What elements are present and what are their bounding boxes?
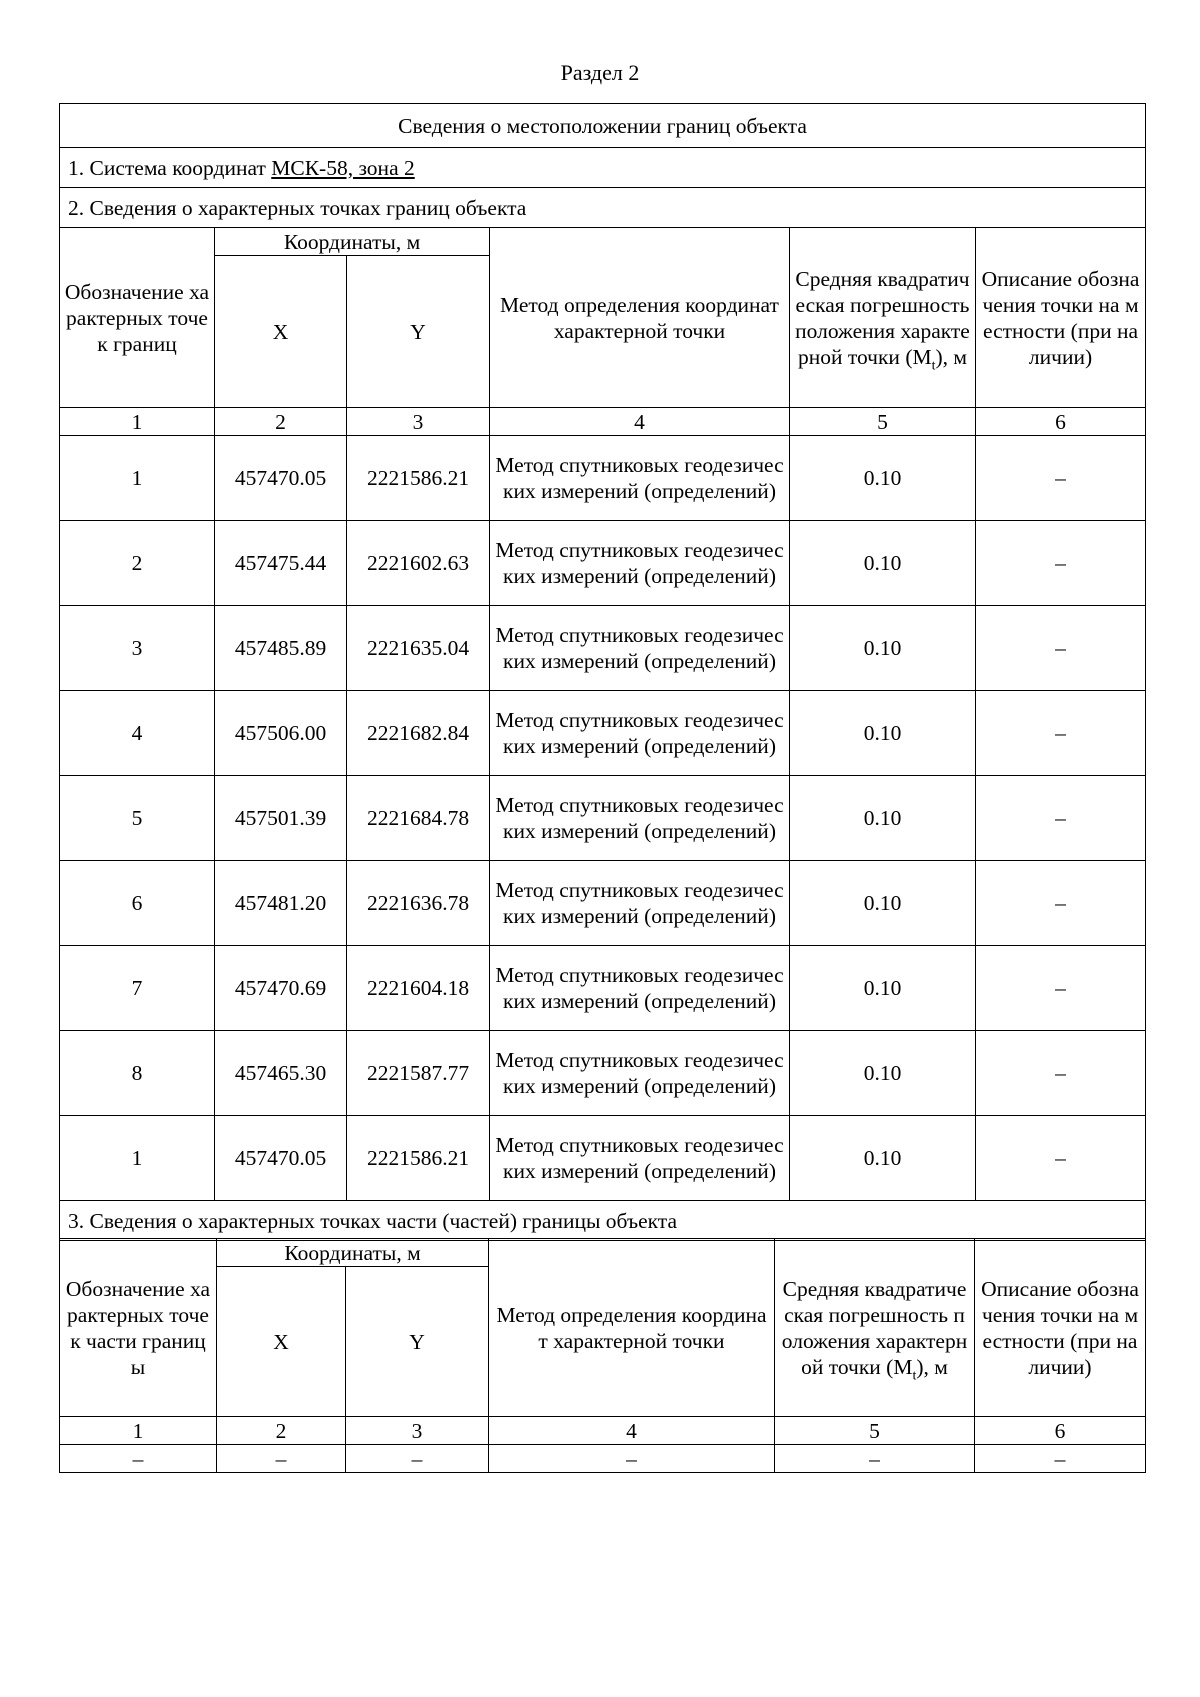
part-header-y: Y bbox=[346, 1267, 489, 1417]
boundary-point-cell-error: 0.10 bbox=[790, 1031, 976, 1116]
boundary-point-cell-x: 457465.30 bbox=[215, 1031, 347, 1116]
boundary-column-number: 5 bbox=[790, 408, 976, 436]
part-column-number: 3 bbox=[346, 1417, 489, 1445]
boundary-point-cell-method: Метод спутниковых геодезических измерений (определений) bbox=[490, 776, 790, 861]
boundary-point-row bbox=[60, 946, 1146, 1031]
boundary-point-cell-description: – bbox=[976, 691, 1146, 776]
boundary-point-cell-x: 457470.69 bbox=[215, 946, 347, 1031]
boundary-point-cell-point: 6 bbox=[60, 861, 215, 946]
boundary-point-cell-method: Метод спутниковых геодезических измерений (определений) bbox=[490, 521, 790, 606]
part-header-description: Описание обозначения точки на местности (при наличии) bbox=[975, 1239, 1146, 1417]
part-header-coordinates: Координаты, м bbox=[217, 1239, 489, 1267]
boundary-column-number: 1 bbox=[60, 408, 215, 436]
part-point-cell-description: – bbox=[975, 1445, 1146, 1473]
boundary-point-row bbox=[60, 1116, 1146, 1201]
boundary-point-cell-x: 457485.89 bbox=[215, 606, 347, 691]
boundary-point-cell-x: 457475.44 bbox=[215, 521, 347, 606]
part-column-number: 1 bbox=[60, 1417, 217, 1445]
table-title: Сведения о местоположении границ объекта bbox=[60, 104, 1146, 148]
boundary-column-number: 6 bbox=[976, 408, 1146, 436]
boundary-point-cell-y: 2221604.18 bbox=[347, 946, 490, 1031]
part-heading: 3. Сведения о характерных точках части (частей) границы объекта bbox=[60, 1201, 1146, 1241]
boundary-point-cell-error: 0.10 bbox=[790, 436, 976, 521]
boundary-point-cell-method: Метод спутниковых геодезических измерений (определений) bbox=[490, 606, 790, 691]
boundary-point-cell-point: 7 bbox=[60, 946, 215, 1031]
boundary-point-cell-point: 5 bbox=[60, 776, 215, 861]
part-column-numbers-row bbox=[60, 1417, 1146, 1445]
part-point-row bbox=[60, 1445, 1146, 1473]
header-y: Y bbox=[347, 256, 490, 408]
boundary-point-cell-method: Метод спутниковых геодезических измерений (определений) bbox=[490, 946, 790, 1031]
header-x: X bbox=[215, 256, 347, 408]
boundary-point-cell-x: 457501.39 bbox=[215, 776, 347, 861]
boundary-point-cell-y: 2221586.21 bbox=[347, 436, 490, 521]
boundary-point-cell-x: 457470.05 bbox=[215, 1116, 347, 1201]
part-header-error: Средняя квадратическая погрешность положения характерной точки $(M_t)$, м bbox=[775, 1239, 975, 1417]
boundary-point-cell-point: 1 bbox=[60, 436, 215, 521]
boundary-point-cell-y: 2221635.04 bbox=[347, 606, 490, 691]
boundary-point-cell-y: 2221602.63 bbox=[347, 521, 490, 606]
boundary-point-cell-error: 0.10 bbox=[790, 946, 976, 1031]
boundary-point-cell-description: – bbox=[976, 606, 1146, 691]
part-point-cell-error: – bbox=[775, 1445, 975, 1473]
boundary-point-cell-x: 457470.05 bbox=[215, 436, 347, 521]
coord-system-row bbox=[60, 148, 1146, 188]
boundary-point-cell-x: 457481.20 bbox=[215, 861, 347, 946]
boundary-point-cell-point: 4 bbox=[60, 691, 215, 776]
header-designation: Обозначение характерных точек границ bbox=[60, 228, 215, 408]
part-column-number: 2 bbox=[217, 1417, 346, 1445]
boundary-point-cell-y: 2221587.77 bbox=[347, 1031, 490, 1116]
boundary-point-cell-description: – bbox=[976, 861, 1146, 946]
boundary-point-cell-error: 0.10 bbox=[790, 521, 976, 606]
boundary-point-cell-method: Метод спутниковых геодезических измерений (определений) bbox=[490, 861, 790, 946]
part-header-x: X bbox=[217, 1267, 346, 1417]
boundary-table bbox=[59, 103, 1146, 1241]
boundary-point-cell-description: – bbox=[976, 1031, 1146, 1116]
boundary-point-cell-y: 2221636.78 bbox=[347, 861, 490, 946]
boundary-point-cell-error: 0.10 bbox=[790, 691, 976, 776]
boundary-point-cell-error: 0.10 bbox=[790, 606, 976, 691]
boundary-point-cell-error: 0.10 bbox=[790, 776, 976, 861]
column-numbers-row bbox=[60, 408, 1146, 436]
boundary-heading: 2. Сведения о характерных точках границ объекта bbox=[60, 188, 1146, 228]
boundary-point-row bbox=[60, 1031, 1146, 1116]
boundary-point-cell-point: 2 bbox=[60, 521, 215, 606]
boundary-column-number: 4 bbox=[490, 408, 790, 436]
boundary-point-row bbox=[60, 606, 1146, 691]
boundary-point-cell-description: – bbox=[976, 436, 1146, 521]
part-header-designation: Обозначение характерных точек части границы bbox=[60, 1239, 217, 1417]
boundary-point-cell-x: 457506.00 bbox=[215, 691, 347, 776]
header-method: Метод определения координат характерной точки bbox=[490, 228, 790, 408]
boundary-point-cell-point: 1 bbox=[60, 1116, 215, 1201]
header-error: Средняя квадратическая погрешность положения характерной точки $(M_t)$, м bbox=[790, 228, 976, 408]
boundary-point-row bbox=[60, 436, 1146, 521]
boundary-point-cell-method: Метод спутниковых геодезических измерений (определений) bbox=[490, 691, 790, 776]
boundary-point-cell-point: 8 bbox=[60, 1031, 215, 1116]
part-point-cell-method: – bbox=[489, 1445, 775, 1473]
boundary-point-cell-y: 2221586.21 bbox=[347, 1116, 490, 1201]
boundary-point-row bbox=[60, 521, 1146, 606]
boundary-column-number: 3 bbox=[347, 408, 490, 436]
boundary-point-cell-description: – bbox=[976, 521, 1146, 606]
section-title: Раздел 2 bbox=[560, 60, 640, 85]
header-description: Описание обозначения точки на местности (при наличии) bbox=[976, 228, 1146, 408]
boundary-point-cell-y: 2221682.84 bbox=[347, 691, 490, 776]
boundary-point-cell-description: – bbox=[976, 1116, 1146, 1201]
boundary-point-cell-description: – bbox=[976, 776, 1146, 861]
boundary-point-cell-y: 2221684.78 bbox=[347, 776, 490, 861]
coord-system-prefix: 1. Система координат bbox=[68, 155, 272, 180]
boundary-point-cell-method: Метод спутниковых геодезических измерений (определений) bbox=[490, 1116, 790, 1201]
coord-system-value: МСК-58, зона 2 bbox=[271, 155, 415, 180]
part-column-number: 4 bbox=[489, 1417, 775, 1445]
boundary-point-row bbox=[60, 776, 1146, 861]
part-column-number: 6 bbox=[975, 1417, 1146, 1445]
boundary-point-cell-method: Метод спутниковых геодезических измерений (определений) bbox=[490, 1031, 790, 1116]
boundary-point-cell-description: – bbox=[976, 946, 1146, 1031]
part-point-cell-x: – bbox=[217, 1445, 346, 1473]
boundary-point-row bbox=[60, 691, 1146, 776]
header-coordinates: Координаты, м bbox=[215, 228, 490, 256]
part-point-cell-point: – bbox=[60, 1445, 217, 1473]
boundary-point-row bbox=[60, 861, 1146, 946]
part-point-cell-y: – bbox=[346, 1445, 489, 1473]
boundary-point-cell-error: 0.10 bbox=[790, 1116, 976, 1201]
part-column-number: 5 bbox=[775, 1417, 975, 1445]
part-header-method: Метод определения координат характерной точки bbox=[489, 1239, 775, 1417]
part-boundary-table bbox=[59, 1238, 1146, 1473]
boundary-point-cell-error: 0.10 bbox=[790, 861, 976, 946]
boundary-column-number: 2 bbox=[215, 408, 347, 436]
boundary-point-cell-method: Метод спутниковых геодезических измерений (определений) bbox=[490, 436, 790, 521]
boundary-point-cell-point: 3 bbox=[60, 606, 215, 691]
